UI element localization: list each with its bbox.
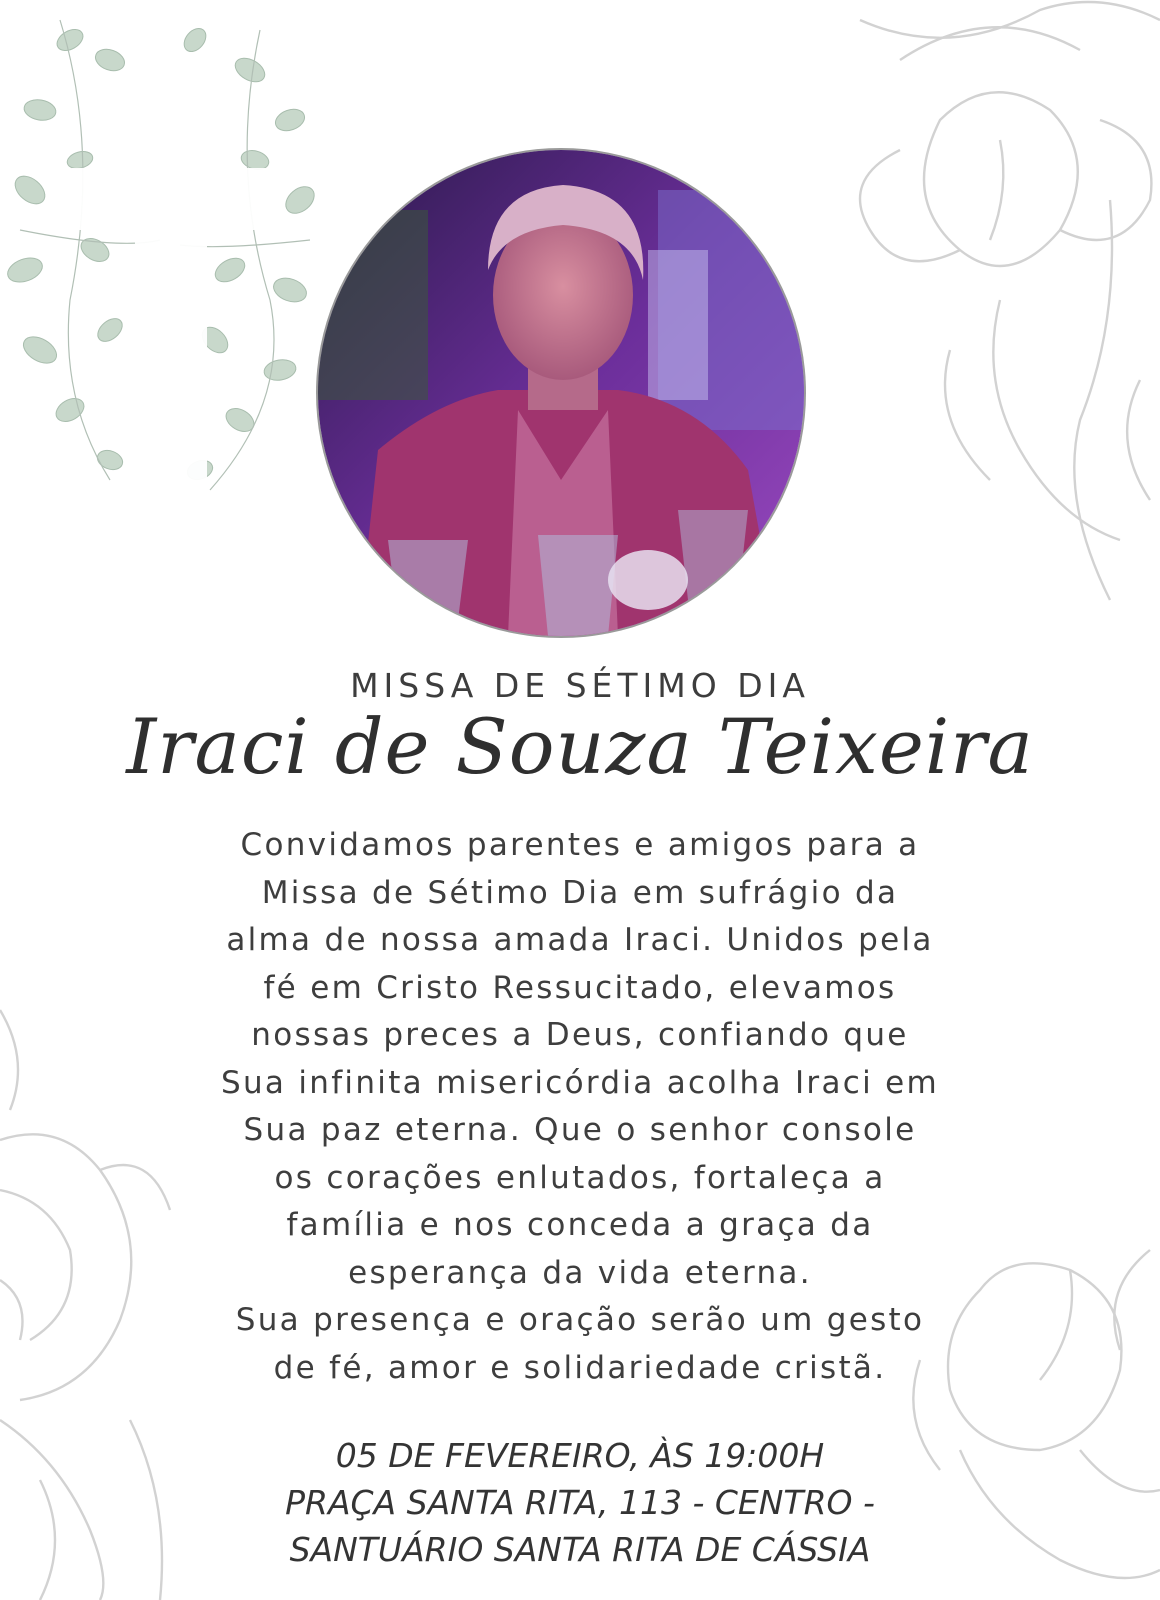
cross-icon [72,100,272,500]
event-address: PRAÇA SANTA RITA, 113 - CENTRO - [285,1483,875,1522]
message-line: de fé, amor e solidariedade cristã. [273,1349,887,1386]
message-line: esperança da vida eterna. [348,1254,812,1291]
message-line: fé em Cristo Ressucitado, elevamos [263,969,897,1006]
message-line: Convidamos parentes e amigos para a [240,827,920,863]
message-line: Missa de Sétimo Dia em sufrágio da [261,874,899,911]
portrait-photo [318,150,804,636]
eucalyptus-leaves [4,20,319,490]
deceased-name: Iraci de Souza Teixeira [126,702,1034,791]
message-line: Sua paz eterna. Que o senhor console [243,1112,917,1148]
message-line: nossas preces a Deus, confiando que [251,1017,909,1053]
message-line: alma de nossa amada Iraci. Unidos pela [226,922,934,958]
event-subtitle: MISSA DE SÉTIMO DIA [350,666,810,705]
invitation-message [150,822,1010,1392]
event-details [140,1432,1020,1573]
event-venue: SANTUÁRIO SANTA RITA DE CÁSSIA [289,1530,871,1569]
floral-outline-top-right [860,2,1160,600]
message-line: Sua infinita misericórdia acolha Iraci em [220,1064,940,1101]
message-line: Sua presença e oração serão um gesto [235,1302,925,1338]
message-line: os corações enlutados, fortaleça a [274,1159,886,1196]
event-date-time: 05 DE FEVEREIRO, ÀS 19:00H [335,1436,825,1475]
message-line: família e nos conceda a graça da [286,1207,874,1243]
